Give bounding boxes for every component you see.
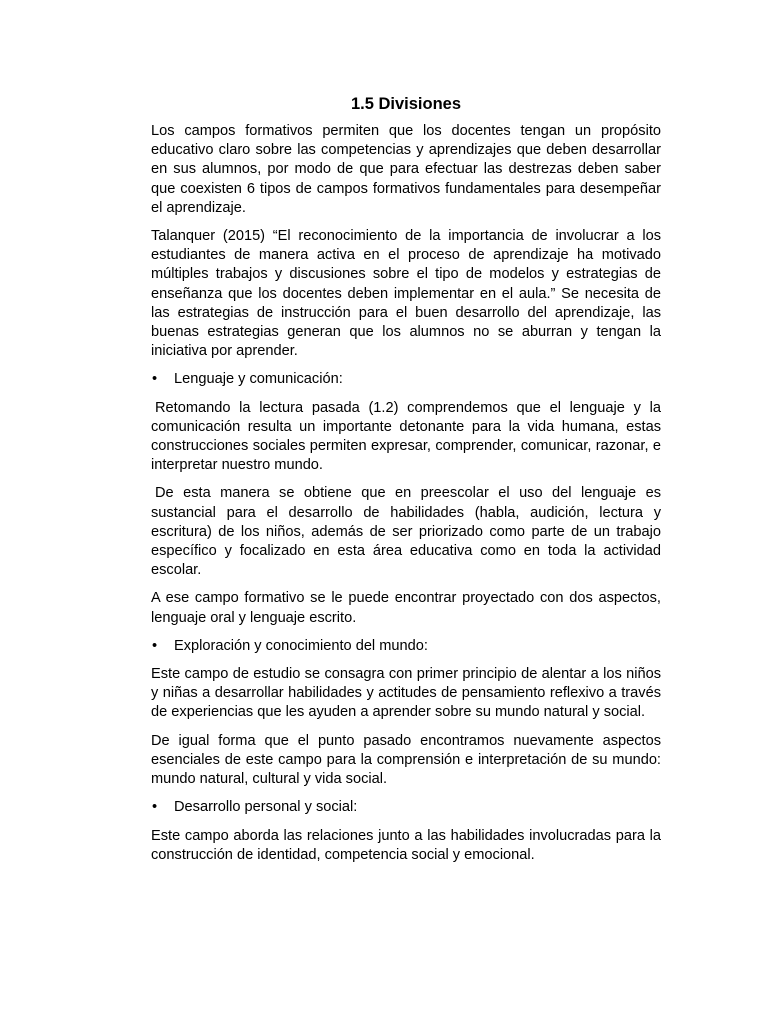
bullet-text: Desarrollo personal y social:	[174, 799, 358, 816]
paragraph: De igual forma que el punto pasado encontramos nuevamente aspectos esenciales de este campo para la comprensión e interpretación de su mundo: mundo natural, cultural y vida social.	[151, 732, 661, 788]
section-title: 1.5 Divisiones	[350, 95, 462, 113]
bullet-marker: •	[152, 637, 158, 654]
bullet-text: Exploración y conocimiento del mundo:	[174, 637, 428, 654]
paragraph: A ese campo formativo se le puede encontrar proyectado con dos aspectos, lenguaje oral y lenguaje escrito.	[151, 590, 661, 626]
bullet-text: Lenguaje y comunicación:	[174, 371, 343, 388]
bullet-item	[151, 798, 661, 817]
document-page	[151, 90, 661, 874]
bullet-item	[151, 370, 661, 389]
paragraph: De esta manera se obtiene que en preescolar el uso del lenguaje es sustancial para el desarrollo de habilidades (habla, audición, lectura y escritura) de los niños, además de ser priorizado como parte de un trabajo específico y focalizado en esta área educativa como en toda la actividad escolar.	[151, 485, 661, 579]
paragraph: Este campo aborda las relaciones junto a las habilidades involucradas para la construcción de identidad, competencia social y emocional.	[151, 827, 661, 863]
bullet-marker: •	[152, 371, 158, 388]
paragraph: Los campos formativos permiten que los docentes tengan un propósito educativo claro sobre las competencias y aprendizajes que deben desarrollar en sus alumnos, por modo de que para efectuar las destrezas deben saber que coexisten 6 tipos de campos formativos fundamentales para desempeñar el aprendizaje.	[151, 123, 661, 216]
bullet-item	[151, 637, 661, 656]
paragraph: Retomando la lectura pasada (1.2) comprendemos que el lenguaje y la comunicación resulta un importante detonante para la vida humana, estas construcciones sociales permiten expresar, comprender, comunicar, razonar, e interpretar nuestro mundo.	[151, 399, 661, 474]
paragraph: Este campo de estudio se consagra con primer principio de alentar a los niños y niñas a desarrollar habilidades y actitudes de pensamiento reflexivo a través de experiencias que les ayuden a aprender sobre su mundo natural y social.	[151, 666, 661, 721]
paragraph: Talanquer (2015) “El reconocimiento de la importancia de involucrar a los estudiantes de manera activa en el proceso de aprendizaje ha motivado múltiples trabajos y discusiones sobre el tipo de modelos y estrategias de enseñanza que los docentes deben implementar en el aula.” Se necesita de las estrategias de instrucción para el buen desarrollo del aprendizaje, las buenas estrategias generan que los alumnos no se aburran y tengan la iniciativa por aprender.	[151, 228, 661, 360]
bullet-marker: •	[152, 799, 158, 816]
